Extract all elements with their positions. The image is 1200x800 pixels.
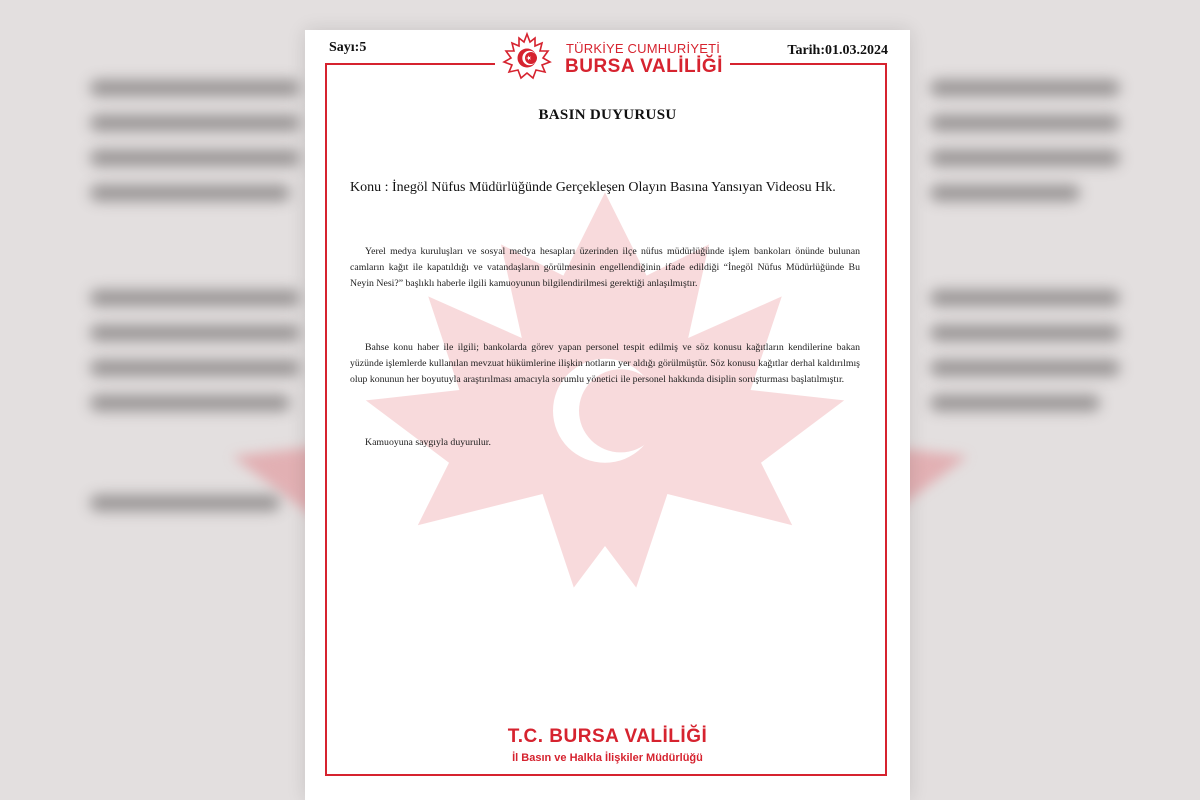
press-release-document <box>305 30 910 800</box>
paragraph-closing: Kamuoyuna saygıyla duyurulur. <box>365 437 491 448</box>
paragraph-2: Bahse konu haber ile ilgili; bankolarda görev yapan personel tespit edilmiş ve söz konusu kağıtların kendilerine bakan yüzünde işlemlerde kullanılan mevzuat hükümlerine ilişkin notların yer aldığı görülmüştür. Söz konusu kağıtlar derhal kaldırılmış olup konunun her boyutuyla araştırılması amacıyla sorumlu yönetici ile personel hakkında disiplin soruşturması başlatılmıştır. <box>350 342 860 385</box>
header-logo <box>495 30 730 86</box>
maple-leaf-watermark <box>345 180 865 600</box>
footer-institution-title: T.C. BURSA VALİLİĞİ <box>507 726 708 747</box>
logo-text-bursa-valiligi: BURSA VALİLİĞİ <box>565 56 723 77</box>
footer-department: İl Basın ve Halkla İlişkiler Müdürlüğü <box>512 752 703 764</box>
document-title: BASIN DUYURUSU <box>538 107 677 123</box>
document-subject: Konu : İnegöl Nüfus Müdürlüğünde Gerçekleşen Olayın Basına Yansıyan Videosu Hk. <box>350 180 836 195</box>
paragraph-1: Yerel medya kuruluşları ve sosyal medya hesapları üzerinden ilçe nüfus müdürlüğünde işlem bankoları önünde bulunan camların kağıt ile kapatıldığı ve vatandaşların görülmesinin engellendiğinin ifade edildiği “İnegöl Nüfus Müdürlüğünde Bu Neyin Nesi?” başlıklı haberle ilgili kamuoyunun bilgilendirilmesi gerektiği anlaşılmıştır. <box>350 246 860 289</box>
logo-text-turkiye-cumhuriyeti: TÜRKİYE CUMHURİYETİ <box>566 41 721 56</box>
document-date: Tarih:01.03.2024 <box>787 43 888 58</box>
document-number: Sayı:5 <box>329 40 367 55</box>
state-emblem-icon <box>495 30 559 86</box>
